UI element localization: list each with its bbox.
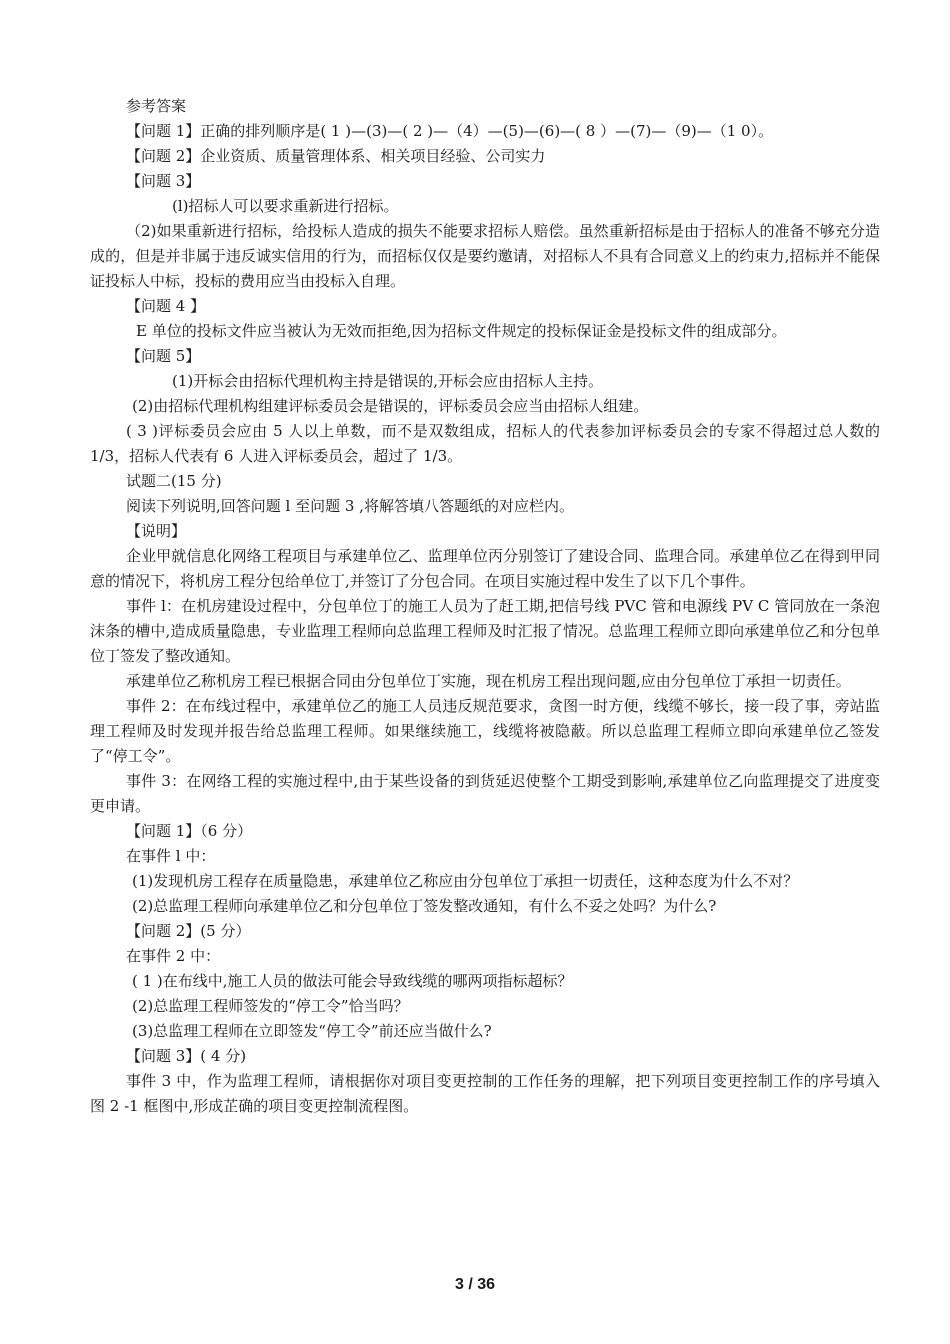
text-line: 参考答案 — [126, 97, 187, 115]
text-line: 在事件 l 中： — [126, 847, 216, 865]
paragraph: 企业甲就信息化网络工程项目与承建单位乙、监理单位丙分别签订了建设合同、监理合同。承建单位乙在得到甲同意的情况下，将机房工程分包给单位丁,并签订了分包合同。在项目实施过程中发生了以下几个事件。 — [90, 547, 880, 590]
text-line: ( 1 )在布线中,施工人员的做法可能会导致线缆的哪两项指标超标？ — [132, 972, 573, 990]
text-line: (2)总监理工程师向承建单位乙和分包单位丁签发整改通知，有什么不妥之处吗？为什么? — [132, 897, 717, 915]
text-line: 【问题 1】（6 分） — [126, 822, 253, 840]
section-title: 试题二(15 分) — [126, 472, 222, 490]
paragraph: 事件 3 中，作为监理工程师，请根据你对项目变更控制的工作任务的理解，把下列项目变更控制工作的序号填入图 2 -1 框图中,形成芷确的项目变更控制流程图。 — [90, 1072, 880, 1115]
paragraph: 事件 3：在网络工程的实施过程中,由于某些设备的到货延迟使整个工期受到影响,承建单位乙向监理提交了进度变更申请。 — [90, 772, 880, 815]
text-line: 【问题 2】(5 分） — [126, 922, 251, 940]
text-line: 阅读下列说明,回答问题 l 至问题 3 ,将解答填八答题纸的对应栏内。 — [126, 497, 574, 515]
text-line: 【问题 3】( 4 分) — [126, 1047, 247, 1065]
text-line: (l)招标人可以要求重新进行招标。 — [172, 197, 399, 215]
text-line: 【问题 4 】 — [126, 297, 206, 315]
text-line: 【问题 2】企业资质、质量管理体系、相关项目经验、公司实力 — [126, 147, 546, 165]
text-line: (2)由招标代理机构组建评标委员会是错误的，评标委员会应当由招标人组建。 — [132, 397, 649, 415]
text-line: (3)总监理工程师在立即签发“停工令”前还应当做什么? — [132, 1022, 492, 1040]
document-body — [90, 94, 880, 1119]
text-line: 【问题 5】 — [126, 347, 201, 365]
text-line: E 单位的投标文件应当被认为无效而拒绝,因为招标文件规定的投标保证金是投标文件的组成部分。 — [136, 322, 787, 340]
text-line: (2)总监理工程师签发的“停工令”恰当吗？ — [132, 997, 409, 1015]
text-line: 【问题 1】正确的排列顺序是( 1 )—(3)—( 2 )—（4）—(5)—(6)—( 8 ）—(7)—（9)—（1 0）。 — [126, 122, 774, 140]
text-line: (1)开标会由招标代理机构主持是错误的,开标会应由招标人主持。 — [172, 372, 604, 390]
paragraph: 事件 l：在机房建设过程中，分包单位丁的施工人员为了赶工期,把信号线 PVC 管和电源线 PV C 管同放在一条泡沫条的槽中,造成质量隐患，专业监理工程师向总监理工程师及时汇报了情况。总监理工程师立即向承建单位乙和分包单位丁签发了整改通知。 — [90, 597, 880, 665]
paragraph: ( 3 )评标委员会应由 5 人以上单数，而不是双数组成，招标人的代表参加评标委员会的专家不得超过总人数的 1/3，招标人代表有 6 人进入评标委员会，超过了 1/3。 — [90, 422, 880, 465]
text-line: (1)发现机房工程存在质量隐患，承建单位乙称应由分包单位丁承担一切责任，这种态度为什么不对？ — [132, 872, 799, 890]
paragraph: 事件 2：在布线过程中，承建单位乙的施工人员违反规范要求，贪图一时方便，线缆不够长，接一段了事，旁站监理工程师及时发现并报告给总监理工程师。如果继续施工，线缆将被隐蔽。所以总监理工程师立即向承建单位乙签发了“停工令”。 — [90, 697, 880, 765]
text-line: 在事件 2 中： — [126, 947, 221, 965]
paragraph: （2)如果重新进行招标，给投标人造成的损失不能要求招标人赔偿。虽然重新招标是由于招标人的准备不够充分造成的，但是并非属于违反诚实信用的行为，而招标仅仅是要约邀请，对招标人不具有合同意义上的约束力,招标并不能保证投标人中标，投标的费用应当由投标入自理。 — [90, 222, 880, 290]
page-number: 3 / 36 — [454, 1276, 496, 1293]
paragraph: 承建单位乙称机房工程已根据合同由分包单位丁实施，现在机房工程出现问题,应由分包单位丁承担一切责任。 — [126, 672, 851, 690]
text-line: 【说明】 — [126, 522, 187, 540]
text-line: 【问题 3】 — [126, 172, 201, 190]
